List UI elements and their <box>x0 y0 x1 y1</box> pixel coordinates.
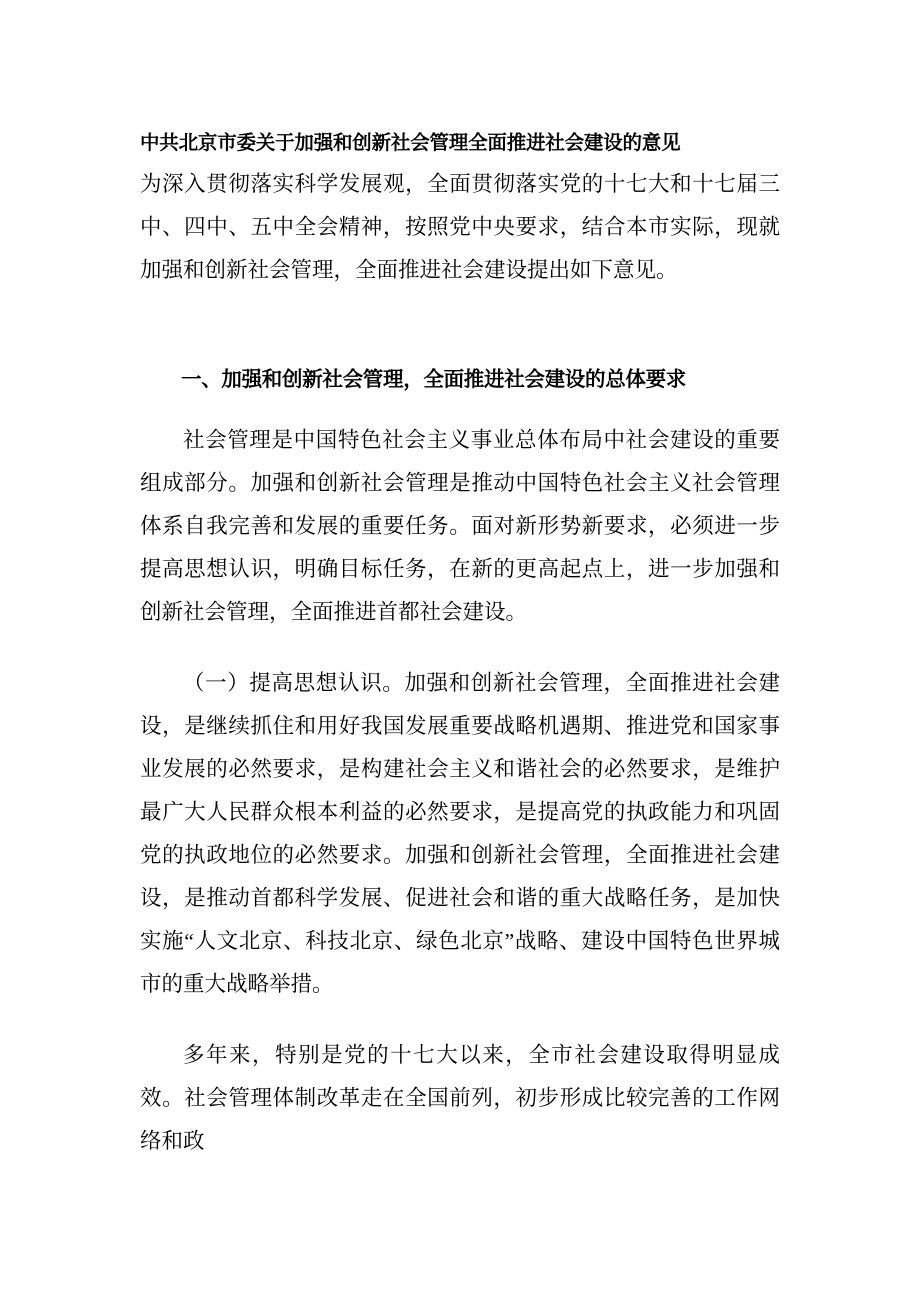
paragraph-spacer-2 <box>140 1014 780 1034</box>
page-title: 中共北京市委关于加强和创新社会管理全面推进社会建设的意见 <box>140 131 681 154</box>
paragraph-spacer-1 <box>140 642 780 662</box>
section-heading-one: 一、加强和创新社会管理，全面推进社会建设的总体要求 <box>181 367 686 392</box>
preamble-paragraph: 为深入贯彻落实科学发展观，全面贯彻落实党的十七大和十七届三中、四中、五中全会精神，按照党中央要求，结合本市实际，现就加强和创新社会管理，全面推进社会建设提出如下意见。 <box>140 172 780 283</box>
title-spacer <box>140 300 780 326</box>
body-paragraph-2: （一）提高思想认识。加强和创新社会管理，全面推进社会建设，是继续抓住和用好我国发展重要战略机遇期、推进党和国家事业发展的必然要求，是构建社会主义和谐社会的必然要求，是维护最广大人民群众根本利益的必然要求，是提高党的执政能力和巩固党的执政地位的必然要求。加强和创新社会管理，全面推进社会建设，是推动首都科学发展、促进社会和谐的重大战略任务，是加快实施“人文北京、科技北京、绿色北京”战略、建设中国特色世界城市的重大战略举措。 <box>140 671 780 997</box>
body-paragraph-3: 多年来，特别是党的十七大以来，全市社会建设取得明显成效。社会管理体制改革走在全国前列，初步形成比较完善的工作网络和政 <box>140 1043 780 1154</box>
body-paragraph-1: 社会管理是中国特色社会主义事业总体布局中社会建设的重要组成部分。加强和创新社会管理是推动中国特色社会主义社会管理体系自我完善和发展的重要任务。面对新形势新要求，必须进一步提高思想认识，明确目标任务，在新的更高起点上，进一步加强和创新社会管理，全面推进首都社会建设。 <box>140 428 780 625</box>
